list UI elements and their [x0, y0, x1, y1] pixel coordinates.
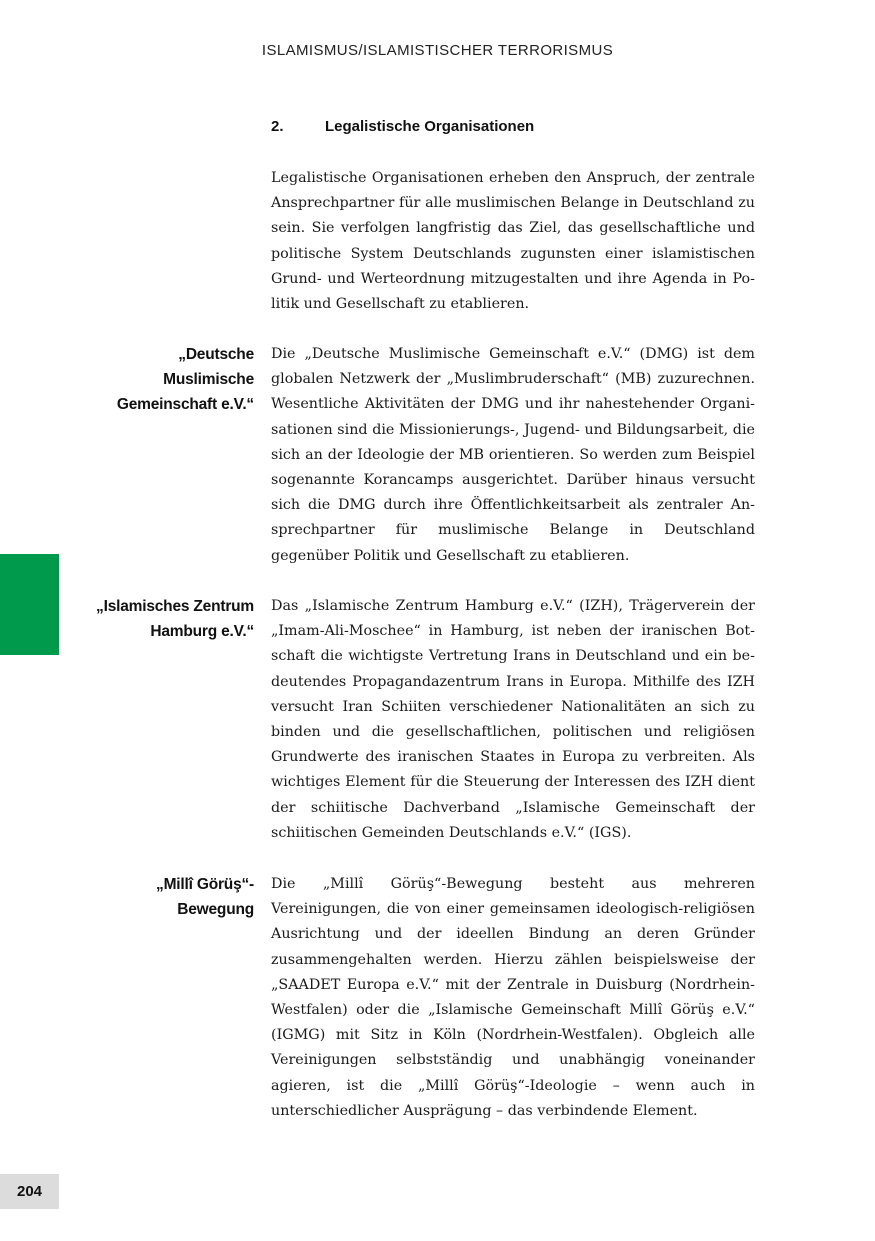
margin-label-izh — [54, 594, 254, 644]
section-number: 2. — [271, 118, 284, 135]
paragraph-milli-gorus: Die „Millî Görüş“-Bewegung besteht aus mehreren Vereinigungen, die von einer gemeinsamen ideologisch-religiösen Ausrichtung und der ideellen Bindung an deren Gründer zusammengehalten werden. Hierzu zählen beispielsweise der „SAADET Europa e.V.“ mit der Zentrale in Duisburg (Nordrhein-Westfalen) oder die „Islamische Gemeinschaft Millî Görüş e.V.“ (IGMG) mit Sitz in Köln (Nordrhein-Westfalen). Obgleich alle Vereinigungen selbstständig und unabhängig voneinander agieren, ist die „Millî Görüş“-Ideologie – wenn auch in unterschiedlicher Ausprägung – das verbindende Element. — [271, 876, 755, 1119]
section-heading — [271, 118, 534, 135]
section-title: Legalistische Organisationen — [325, 118, 535, 135]
margin-label-line: „Islamisches Zentrum — [96, 598, 254, 615]
margin-label-line: Hamburg e.V.“ — [150, 623, 254, 641]
margin-label-line: Gemeinschaft e.V.“ — [116, 396, 254, 414]
chapter-tab-marker — [0, 554, 59, 655]
margin-label-line: „Deutsche — [178, 346, 254, 363]
margin-label-dmg — [54, 342, 254, 418]
paragraph-dmg: Die „Deutsche Muslimische Gemeinschaft e.V.“ (DMG) ist dem globalen Netzwerk der „Muslimbruderschaft“ (MB) zuzurechnen. Wesentliche Aktivitäten der DMG und ihr nahestehender Organisationen sind die Missionierungs-, Jugend- und Bildungsarbeit, die sich an der Ideologie der MB orientieren. So werden zum Beispiel sogenannte Korancamps ausgerichtet. Darüber hinaus versucht sich die DMG durch ihre Öffentlichkeitsarbeit als zentraler Ansprechpartner für muslimische Belange in Deutschland gegenüber Politik und Gesellschaft zu etablieren. — [271, 346, 755, 564]
margin-label-line: „Millî Görüş“- — [156, 876, 254, 893]
page-number: 204 — [0, 1174, 59, 1209]
margin-label-milli-gorus — [54, 872, 254, 922]
paragraph-izh: Das „Islamische Zentrum Hamburg e.V.“ (IZH), Trägerverein der „Imam-Ali-Moschee“ in Hamburg, ist neben der iranischen Botschaft die wichtigste Vertretung Irans in Deutschland und ein bedeutendes Propagandazentrum Irans in Europa. Mithilfe des IZH versucht Iran Schiiten verschiedener Nationalitäten an sich zu binden und die gesellschaftlichen, politischen und religiösen Grundwerte des iranischen Staates in Europa zu verbreiten. Als wichtiges Element für die Steuerung der Interessen des IZH dient der schiitische Dachverband „Islamische Gemeinschaft der schiitischen Gemeinden Deutschlands e.V.“ (IGS). — [271, 598, 755, 841]
margin-label-line: Muslimische — [163, 371, 254, 389]
running-header: ISLAMISMUS/ISLAMISTISCHER TERRORISMUS — [261, 42, 614, 59]
margin-label-line: Bewegung — [177, 901, 254, 919]
intro-paragraph: Legalistische Organisationen erheben den Anspruch, der zentrale Ansprechpartner für alle muslimischen Belange in Deutschland zu sein. Sie verfolgen langfristig das Ziel, das gesellschaftliche und politische System Deutschlands zugunsten einer islamistischen Grund- und Werteordnung mitzugestalten und ihre Agenda in Politik und Gesellschaft zu etablieren. — [271, 170, 755, 313]
